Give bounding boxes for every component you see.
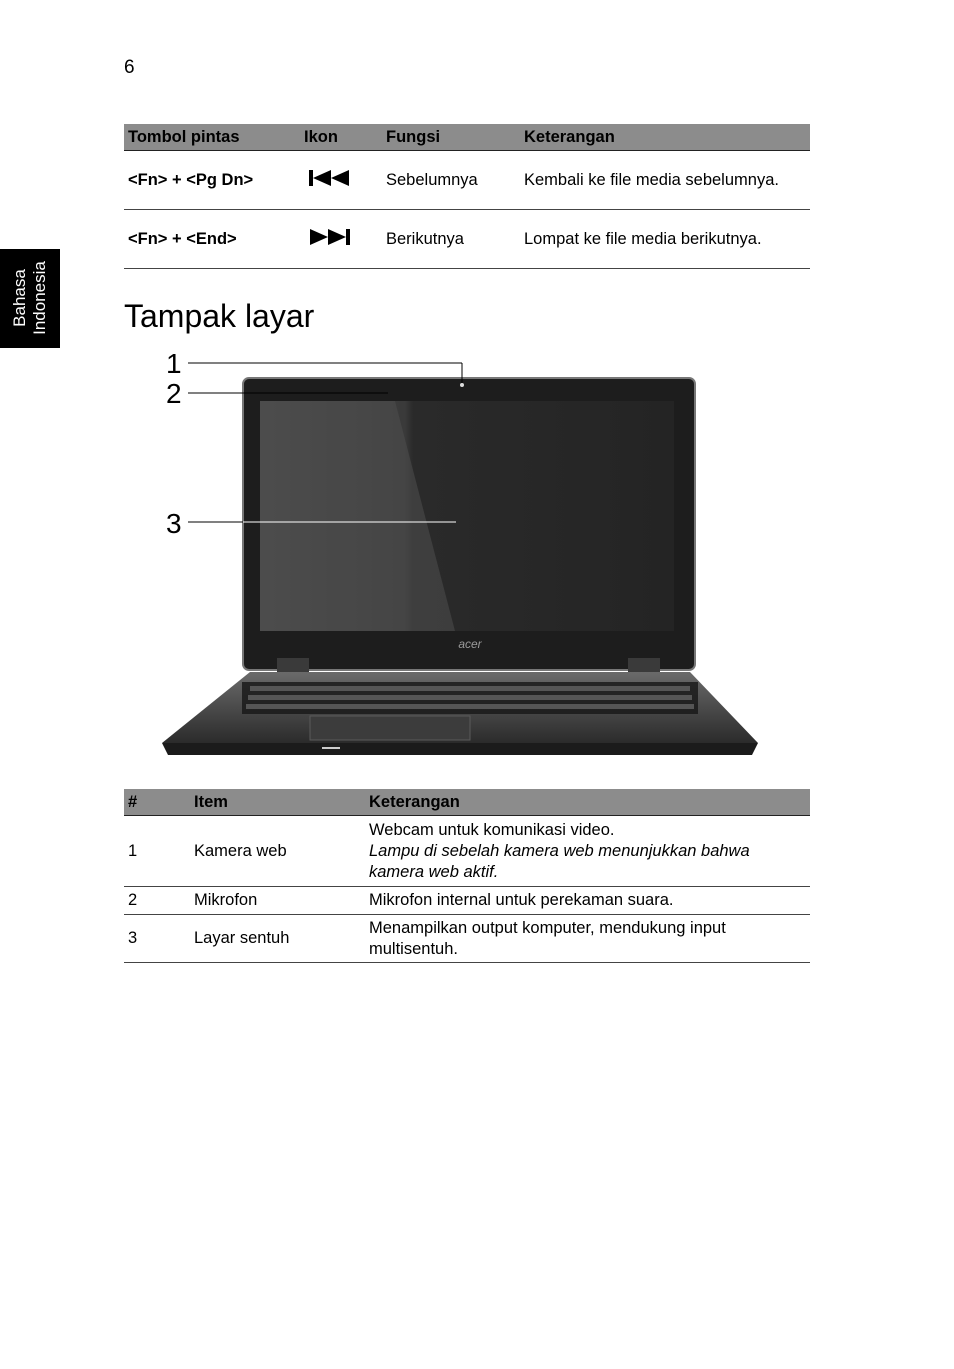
header-item: Item (190, 789, 365, 816)
shortcut-description: Lompat ke file media berikutnya. (520, 210, 810, 269)
next-track-icon (308, 227, 354, 247)
icon-cell (300, 210, 382, 269)
language-tab (0, 249, 60, 348)
item-description-text: Menampilkan output komputer, mendukung input multisentuh. (369, 918, 726, 958)
item-number: 3 (124, 915, 190, 963)
function-label: Berikutnya (382, 210, 520, 269)
item-description-text: Mikrofon internal untuk perekaman suara. (369, 891, 674, 909)
icon-cell (300, 151, 382, 210)
table-row (124, 816, 810, 887)
item-name: Kamera web (190, 816, 365, 887)
item-name: Layar sentuh (190, 915, 365, 963)
header-icon: Ikon (300, 124, 382, 151)
language-tab-line-2: Indonesia (30, 261, 49, 335)
header-description: Keterangan (365, 789, 810, 816)
callout-3: 3 (166, 508, 182, 539)
items-table (124, 789, 810, 963)
table-row (124, 151, 810, 210)
section-title: Tampak layar (124, 298, 315, 334)
callout-1: 1 (166, 348, 182, 379)
callout-2: 2 (166, 378, 182, 409)
item-description-note: Lampu di sebelah kamera web menunjukkan bahwa kamera web aktif. (369, 841, 750, 881)
table-row (124, 915, 810, 963)
laptop-front-view-image (150, 345, 790, 775)
item-number: 1 (124, 816, 190, 887)
item-name: Mikrofon (190, 887, 365, 915)
items-table-header (124, 789, 810, 816)
table-row (124, 887, 810, 915)
page-number: 6 (124, 57, 135, 78)
header-description: Keterangan (520, 124, 810, 151)
shortcut-keys: <Fn> + <End> (124, 210, 300, 269)
function-label: Sebelumnya (382, 151, 520, 210)
shortcut-table (124, 124, 810, 269)
shortcut-keys: <Fn> + <Pg Dn> (124, 151, 300, 210)
item-description (365, 816, 810, 887)
item-description (365, 915, 810, 963)
header-number: # (124, 789, 190, 816)
item-description (365, 887, 810, 915)
header-function: Fungsi (382, 124, 520, 151)
language-tab-line-1: Bahasa (10, 269, 29, 327)
previous-track-icon (308, 168, 354, 188)
table-row (124, 210, 810, 269)
item-number: 2 (124, 887, 190, 915)
shortcut-table-header (124, 124, 810, 151)
brand-logo: acer (458, 637, 482, 651)
header-shortcut: Tombol pintas (124, 124, 300, 151)
shortcut-description: Kembali ke file media sebelumnya. (520, 151, 810, 210)
item-description-text: Webcam untuk komunikasi video. (369, 820, 615, 839)
